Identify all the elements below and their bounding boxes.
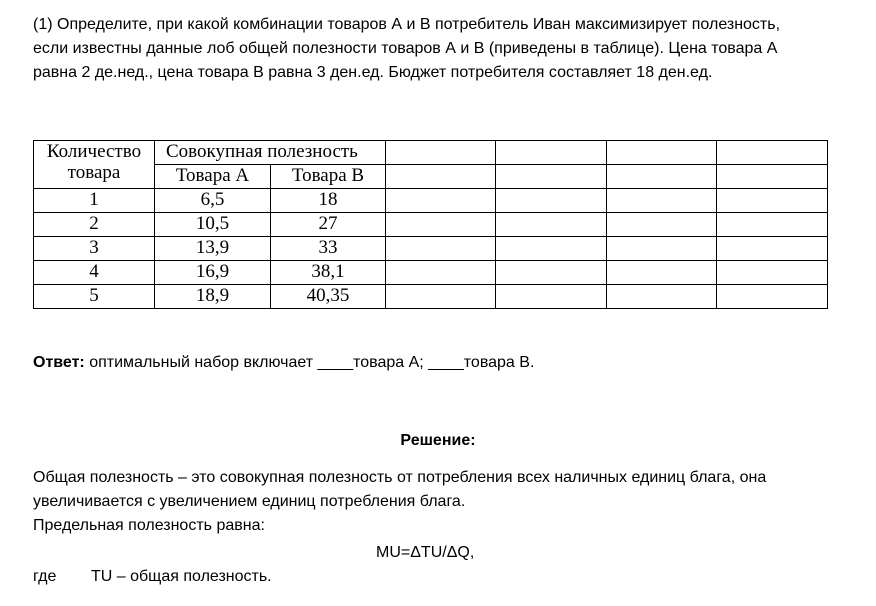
cell-utility-a: 10,5	[155, 213, 271, 237]
where-line	[33, 565, 272, 589]
cell-utility-b: 40,35	[271, 285, 386, 309]
task-line: если известны данные лоб общей полезности товаров А и В (приведены в таблице). Цена товара А	[33, 40, 778, 57]
marginal-utility-formula: MU=ΔTU/ΔQ,	[376, 544, 475, 561]
empty-cell	[496, 165, 607, 189]
table-row	[34, 189, 828, 213]
empty-cell	[607, 213, 717, 237]
cell-utility-b: 33	[271, 237, 386, 261]
cell-utility-b: 18	[271, 189, 386, 213]
header-good-a: Товара А	[155, 165, 271, 189]
task-statement	[33, 13, 853, 85]
table-header-row	[34, 141, 828, 165]
empty-cell	[607, 165, 717, 189]
empty-cell	[496, 237, 607, 261]
cell-quantity: 3	[34, 237, 155, 261]
header-quantity-line2: товара	[67, 162, 121, 183]
table-row	[34, 285, 828, 309]
empty-cell	[717, 237, 828, 261]
empty-cell	[717, 213, 828, 237]
empty-cell	[386, 213, 496, 237]
cell-quantity: 4	[34, 261, 155, 285]
where-text: TU – общая полезность.	[91, 568, 272, 585]
header-total-utility: Совокупная полезность	[155, 141, 386, 165]
empty-cell	[607, 237, 717, 261]
empty-cell	[496, 285, 607, 309]
empty-cell	[386, 189, 496, 213]
solution-heading: Решение:	[400, 432, 476, 449]
empty-cell	[496, 213, 607, 237]
cell-utility-b: 27	[271, 213, 386, 237]
empty-cell	[496, 261, 607, 285]
empty-cell	[496, 141, 607, 165]
empty-cell	[386, 285, 496, 309]
empty-cell	[386, 165, 496, 189]
answer-line	[33, 351, 534, 375]
empty-cell	[496, 189, 607, 213]
empty-cell	[386, 261, 496, 285]
utility-table	[33, 140, 828, 309]
cell-utility-a: 13,9	[155, 237, 271, 261]
cell-utility-a: 6,5	[155, 189, 271, 213]
task-line: (1) Определите, при какой комбинации товаров А и В потребитель Иван максимизирует полезность,	[33, 16, 781, 33]
answer-label: Ответ:	[33, 354, 85, 371]
header-quantity-line1: Количество	[46, 141, 142, 162]
cell-quantity: 5	[34, 285, 155, 309]
cell-quantity: 2	[34, 213, 155, 237]
empty-cell	[717, 141, 828, 165]
table-row	[34, 237, 828, 261]
where-word: где	[33, 568, 57, 585]
cell-utility-a: 18,9	[155, 285, 271, 309]
cell-quantity: 1	[34, 189, 155, 213]
cell-utility-a: 16,9	[155, 261, 271, 285]
empty-cell	[386, 237, 496, 261]
solution-text	[33, 466, 853, 538]
answer-text: оптимальный набор включает ____товара А; ____товара В.	[84, 354, 535, 371]
empty-cell	[717, 165, 828, 189]
solution-line: увеличивается с увеличением единиц потребления блага.	[33, 493, 466, 510]
empty-cell	[607, 189, 717, 213]
header-quantity	[34, 141, 155, 189]
empty-cell	[386, 141, 496, 165]
empty-cell	[607, 141, 717, 165]
empty-cell	[607, 261, 717, 285]
table-row	[34, 261, 828, 285]
empty-cell	[607, 285, 717, 309]
task-line: равна 2 де.нед., цена товара В равна 3 ден.ед. Бюджет потребителя составляет 18 ден.ед.	[33, 64, 713, 81]
empty-cell	[717, 285, 828, 309]
empty-cell	[717, 189, 828, 213]
header-good-b: Товара В	[271, 165, 386, 189]
table-row	[34, 213, 828, 237]
empty-cell	[717, 261, 828, 285]
cell-utility-b: 38,1	[271, 261, 386, 285]
solution-line: Общая полезность – это совокупная полезность от потребления всех наличных единиц блага, она	[33, 469, 767, 486]
solution-line: Предельная полезность равна:	[33, 517, 265, 534]
